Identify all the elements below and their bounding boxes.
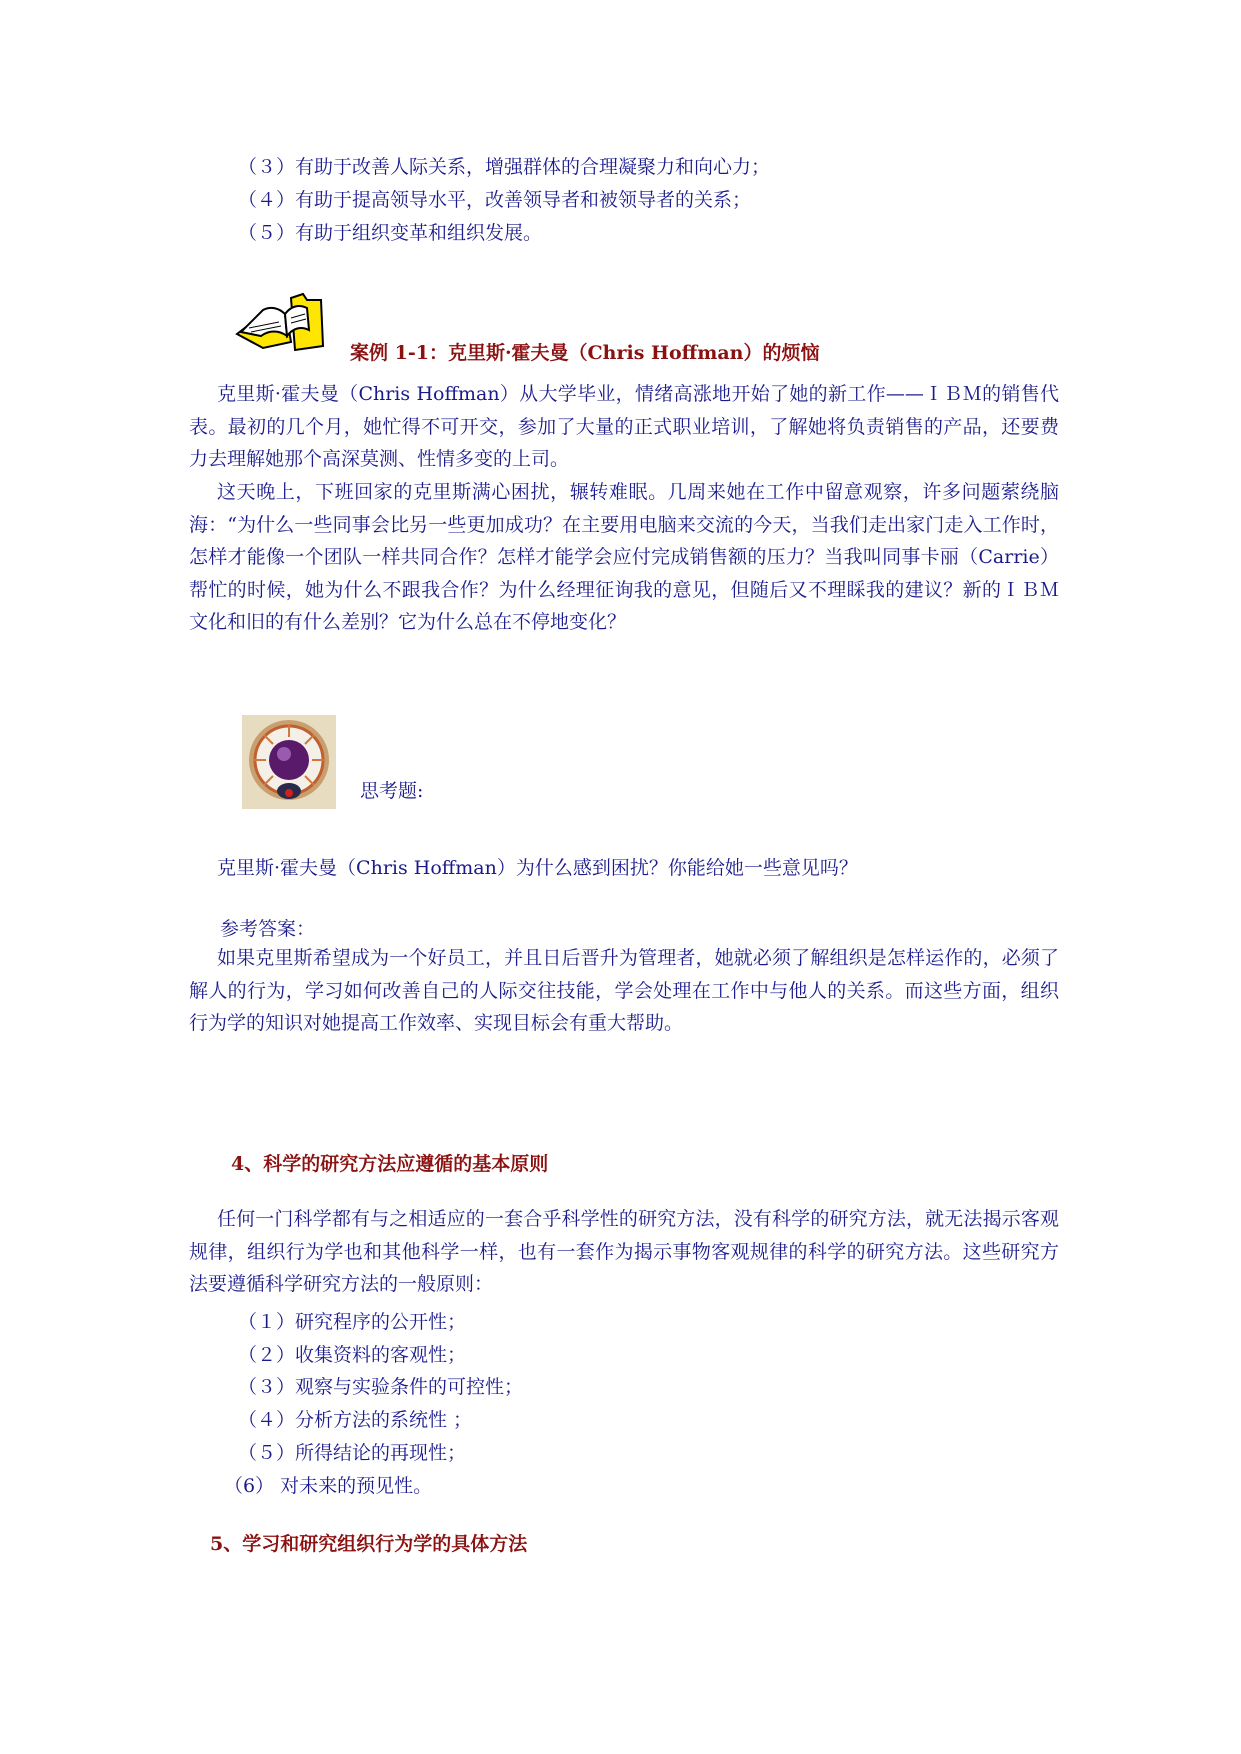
list-item: （４）分析方法的系统性 ； (238, 1409, 473, 1431)
thinking-medallion-icon (242, 715, 336, 809)
list-item: （５）所得结论的再现性； (238, 1442, 467, 1464)
list-item: （５）有助于组织变革和组织发展。 (238, 222, 543, 244)
section-heading: 4、科学的研究方法应遵循的基本原则 (231, 1153, 549, 1175)
case-title: 案例 1-1：克里斯·霍夫曼（Chris Hoffman）的烦恼 (350, 342, 820, 364)
answer-paragraph: 如果克里斯希望成为一个好员工，并且日后晋升为管理者，她就必须了解组织是怎样运作的，必须了解人的行为，学习如何改善自己的人际交往技能，学会处理在工作中与他人的关系。而这些方面，组织行为学的知识对她提高工作效率、实现目标会有重大帮助。 (189, 947, 1059, 1035)
open-book-folder-icon (233, 290, 333, 354)
list-item: （４）有助于提高领导水平，改善领导者和被领导者的关系； (238, 189, 752, 211)
list-item: （３）观察与实验条件的可控性； (238, 1376, 524, 1398)
list-item: （２）收集资料的客观性； (238, 1344, 467, 1366)
answer-label: 参考答案： (220, 918, 316, 940)
thinking-question: 克里斯·霍夫曼（Chris Hoffman）为什么感到困扰？你能给她一些意见吗？ (217, 857, 858, 879)
case-paragraph: 克里斯·霍夫曼（Chris Hoffman）从大学毕业，情绪高涨地开始了她的新工作——ＩＢＭ的销售代表。最初的几个月，她忙得不可开交，参加了大量的正式职业培训，了解她将负责销售的产品，还要费力去理解她那个高深莫测、性情多变的上司。 (189, 383, 1059, 471)
list-item: （6） 对未来的预见性。 (224, 1475, 433, 1497)
list-item: （３）有助于改善人际关系，增强群体的合理凝聚力和向心力； (238, 156, 771, 178)
thinking-label: 思考题: (360, 780, 424, 802)
list-item: （１）研究程序的公开性； (238, 1311, 467, 1333)
case-paragraph: 这天晚上，下班回家的克里斯满心困扰，辗转难眠。几周来她在工作中留意观察，许多问题萦绕脑海：“为什么一些同事会比另一些更加成功？在主要用电脑来交流的今天，当我们走出家门走入工作时，怎样才能像一个团队一样共同合作？怎样才能学会应付完成销售额的压力？当我叫同事卡丽（Carrie）帮忙的时候，她为什么不跟我合作？为什么经理征询我的意见，但随后又不理睬我的建议？新的ＩＢＭ文化和旧的有什么差别？它为什么总在不停地变化？ (189, 481, 1059, 634)
section-paragraph: 任何一门科学都有与之相适应的一套合乎科学性的研究方法，没有科学的研究方法，就无法揭示客观规律，组织行为学也和其他科学一样，也有一套作为揭示事物客观规律的科学的研究方法。这些研究方法要遵循科学研究方法的一般原则： (189, 1208, 1059, 1296)
section-heading: 5、学习和研究组织行为学的具体方法 (210, 1533, 528, 1555)
